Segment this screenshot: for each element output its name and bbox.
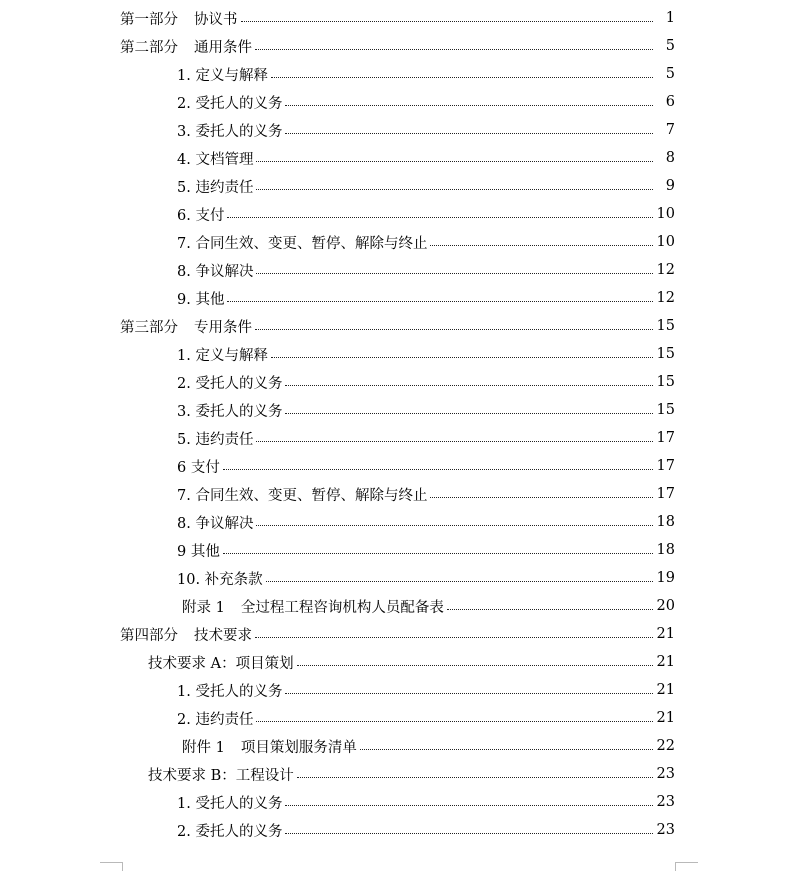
dot-leader: [447, 609, 653, 610]
toc-entry-tech-req-a[interactable]: [0, 648, 794, 676]
toc-page-number: 18: [656, 514, 675, 530]
toc-entry-attachment-1[interactable]: [0, 732, 794, 760]
toc-entry[interactable]: [0, 200, 794, 228]
toc-entry-part-4[interactable]: [0, 620, 794, 648]
dot-leader: [227, 301, 653, 302]
toc-page-number: 15: [656, 346, 675, 362]
toc-entry[interactable]: [0, 340, 794, 368]
dot-leader: [255, 329, 653, 330]
toc-entry-title: 第一部分 协议书: [120, 11, 238, 28]
toc-entry[interactable]: [0, 60, 794, 88]
dot-leader: [285, 693, 653, 694]
toc-page-number: 15: [656, 374, 675, 390]
toc-entry-title: 7. 合同生效、变更、暂停、解除与终止: [177, 487, 428, 504]
toc-entry-title: 8. 争议解决: [177, 263, 254, 280]
toc-entry-title: 第三部分 专用条件: [120, 319, 252, 336]
toc-page-number: 17: [656, 486, 675, 502]
toc-entry-part-1[interactable]: [0, 4, 794, 32]
toc-page-number: 1: [665, 10, 675, 26]
dot-leader: [360, 749, 653, 750]
toc-entry-part-2[interactable]: [0, 32, 794, 60]
toc-entry-title: 2. 受托人的义务: [177, 95, 283, 112]
toc-entry-title: 附件 1 项目策划服务清单: [182, 739, 357, 756]
toc-entry[interactable]: [0, 88, 794, 116]
toc-entry-title: 1. 定义与解释: [177, 347, 268, 364]
toc-entry[interactable]: [0, 256, 794, 284]
toc-entry-title: 附录 1 全过程工程咨询机构人员配备表: [182, 599, 444, 616]
toc-entry[interactable]: [0, 228, 794, 256]
toc-page-number: 8: [665, 150, 675, 166]
toc-page-number: 7: [665, 122, 675, 138]
toc-page-number: 6: [665, 94, 675, 110]
dot-leader: [271, 77, 653, 78]
toc-page-number: 15: [656, 402, 675, 418]
toc-page-number: 17: [656, 430, 675, 446]
table-of-contents: [0, 4, 794, 844]
dot-leader: [255, 49, 653, 50]
toc-page-number: 17: [656, 458, 675, 474]
toc-page-number: 23: [656, 766, 675, 782]
dot-leader: [297, 777, 653, 778]
toc-page-number: 23: [656, 794, 675, 810]
dot-leader: [285, 833, 653, 834]
toc-page-number: 10: [656, 234, 675, 250]
toc-entry[interactable]: [0, 144, 794, 172]
toc-entry-title: 1. 受托人的义务: [177, 795, 283, 812]
toc-entry-title: 第二部分 通用条件: [120, 39, 252, 56]
toc-entry-title: 6 支付: [177, 459, 220, 476]
toc-entry-title: 5. 违约责任: [177, 179, 254, 196]
toc-page-number: 21: [656, 710, 675, 726]
dot-leader: [256, 525, 653, 526]
dot-leader: [223, 469, 653, 470]
toc-entry-tech-req-b[interactable]: [0, 760, 794, 788]
toc-entry-title: 3. 委托人的义务: [177, 123, 283, 140]
toc-page-number: 20: [656, 598, 675, 614]
toc-entry-title: 3. 委托人的义务: [177, 403, 283, 420]
dot-leader: [285, 133, 653, 134]
dot-leader: [285, 105, 653, 106]
toc-entry[interactable]: [0, 788, 794, 816]
toc-entry-part-3[interactable]: [0, 312, 794, 340]
dot-leader: [297, 665, 653, 666]
toc-entry-appendix-1[interactable]: [0, 592, 794, 620]
toc-entry[interactable]: [0, 396, 794, 424]
toc-entry[interactable]: [0, 116, 794, 144]
toc-page-number: 9: [665, 178, 675, 194]
toc-entry-title: 9 其他: [177, 543, 220, 560]
dot-leader: [256, 441, 653, 442]
dot-leader: [271, 357, 653, 358]
dot-leader: [255, 637, 653, 638]
dot-leader: [285, 413, 653, 414]
toc-page-number: 5: [665, 38, 675, 54]
toc-entry[interactable]: [0, 676, 794, 704]
dot-leader: [241, 21, 654, 22]
toc-entry-title: 4. 文档管理: [177, 151, 254, 168]
toc-entry-title: 9. 其他: [177, 291, 225, 308]
toc-page-number: 12: [656, 262, 675, 278]
toc-entry[interactable]: [0, 564, 794, 592]
toc-entry-title: 技术要求 B：工程设计: [148, 767, 294, 784]
toc-entry-title: 10. 补充条款: [177, 571, 263, 588]
toc-entry[interactable]: [0, 172, 794, 200]
toc-page-number: 10: [656, 206, 675, 222]
toc-page-number: 22: [656, 738, 675, 754]
toc-page-number: 21: [656, 626, 675, 642]
dot-leader: [223, 553, 653, 554]
toc-page-number: 23: [656, 822, 675, 838]
dot-leader: [256, 273, 653, 274]
dot-leader: [227, 217, 653, 218]
toc-page-number: 21: [656, 682, 675, 698]
toc-entry[interactable]: [0, 536, 794, 564]
toc-page-number: 18: [656, 542, 675, 558]
toc-entry-title: 技术要求 A：项目策划: [148, 655, 294, 672]
toc-entry[interactable]: [0, 704, 794, 732]
toc-entry[interactable]: [0, 508, 794, 536]
toc-entry[interactable]: [0, 424, 794, 452]
dot-leader: [430, 497, 653, 498]
dot-leader: [256, 161, 653, 162]
toc-page-number: 15: [656, 318, 675, 334]
toc-entry[interactable]: [0, 284, 794, 312]
toc-entry[interactable]: [0, 816, 794, 844]
dot-leader: [430, 245, 653, 246]
toc-entry[interactable]: [0, 368, 794, 396]
dot-leader: [285, 805, 653, 806]
toc-entry-title: 2. 受托人的义务: [177, 375, 283, 392]
toc-entry-title: 8. 争议解决: [177, 515, 254, 532]
toc-entry-title: 第四部分 技术要求: [120, 627, 252, 644]
toc-page-number: 5: [665, 66, 675, 82]
dot-leader: [285, 385, 653, 386]
toc-entry-title: 1. 受托人的义务: [177, 683, 283, 700]
dot-leader: [256, 721, 653, 722]
toc-page-number: 19: [656, 570, 675, 586]
toc-entry-title: 1. 定义与解释: [177, 67, 268, 84]
toc-page-number: 21: [656, 654, 675, 670]
dot-leader: [256, 189, 653, 190]
toc-entry[interactable]: [0, 480, 794, 508]
toc-entry[interactable]: [0, 452, 794, 480]
toc-entry-title: 5. 违约责任: [177, 431, 254, 448]
toc-entry-title: 7. 合同生效、变更、暂停、解除与终止: [177, 235, 428, 252]
toc-entry-title: 2. 委托人的义务: [177, 823, 283, 840]
toc-entry-title: 2. 违约责任: [177, 711, 254, 728]
toc-entry-title: 6. 支付: [177, 207, 225, 224]
toc-page-number: 12: [656, 290, 675, 306]
dot-leader: [266, 581, 653, 582]
